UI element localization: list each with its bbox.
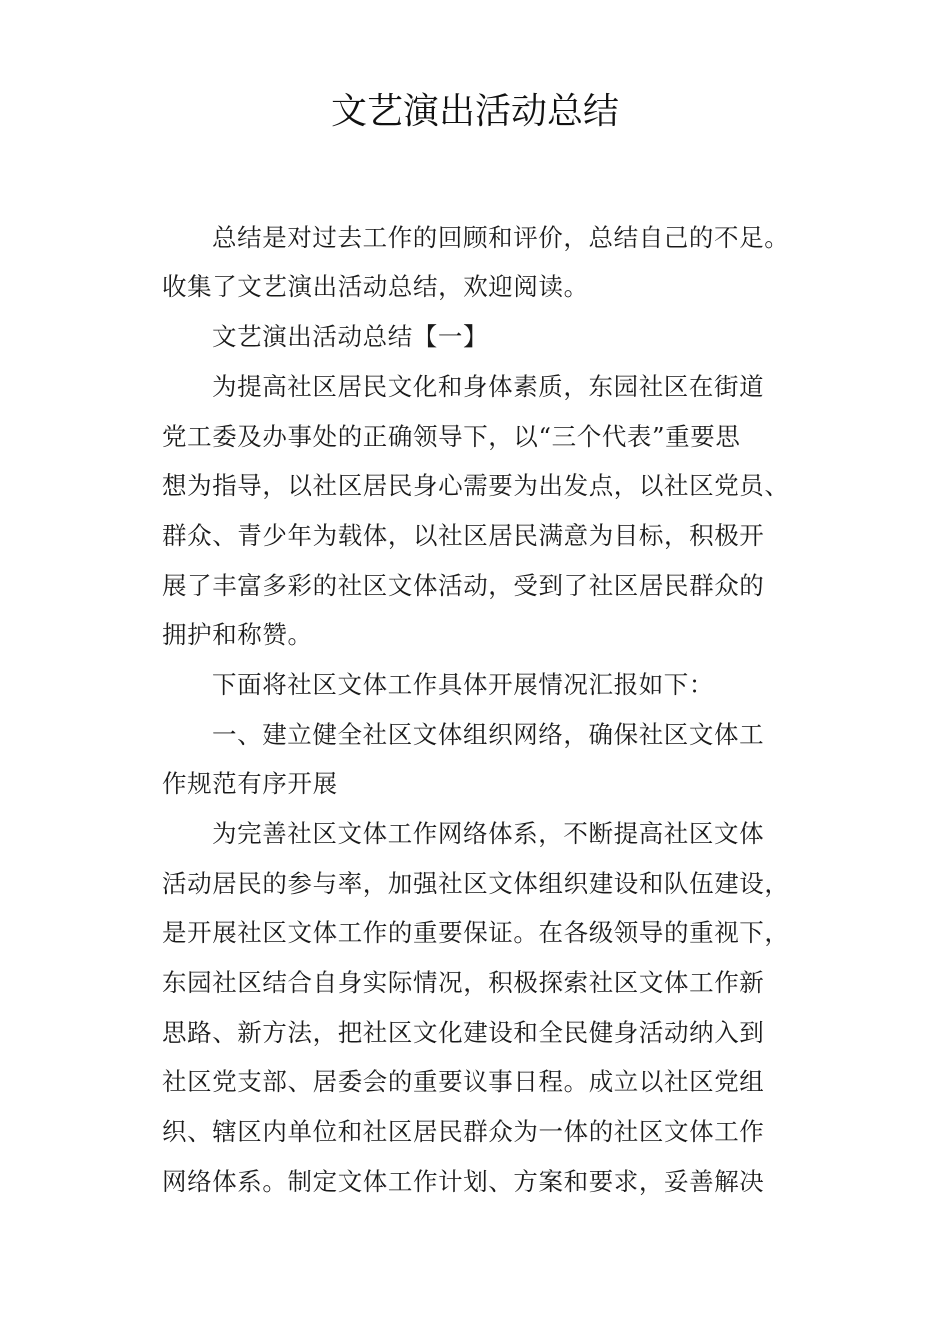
- paragraph-line: 一、建立健全社区文体组织网络，确保社区文体工: [212, 720, 765, 749]
- paragraph-line: 活动居民的参与率，加强社区文体组织建设和队伍建设，: [162, 869, 790, 898]
- paragraph-line: 拥护和称赞。: [162, 620, 313, 649]
- paragraph-line: 总结是对过去工作的回顾和评价，总结自己的不足。: [212, 223, 790, 252]
- paragraph-line: 收集了文艺演出活动总结，欢迎阅读。: [162, 272, 589, 301]
- paragraph-line: 展了丰富多彩的社区文体活动，受到了社区居民群众的: [162, 571, 765, 600]
- paragraph-line: 下面将社区文体工作具体开展情况汇报如下：: [212, 670, 714, 699]
- document-title: 文艺演出活动总结: [330, 91, 619, 132]
- paragraph-line: 想为指导，以社区居民身心需要为出发点，以社区党员、: [162, 471, 790, 500]
- paragraph-line: 社区党支部、居委会的重要议事日程。成立以社区党组: [162, 1067, 765, 1096]
- paragraph-line: 织、辖区内单位和社区居民群众为一体的社区文体工作: [162, 1117, 765, 1146]
- paragraph-line: 思路、新方法，把社区文化建设和全民健身活动纳入到: [162, 1018, 765, 1047]
- paragraph-line: 为完善社区文体工作网络体系，不断提高社区文体: [212, 819, 765, 848]
- paragraph-line: 党工委及办事处的正确领导下，以“三个代表”重要思: [162, 422, 741, 451]
- paragraph-line: 是开展社区文体工作的重要保证。在各级领导的重视下，: [162, 918, 790, 947]
- paragraph-line: 为提高社区居民文化和身体素质，东园社区在街道: [212, 372, 765, 401]
- paragraph-line: 作规范有序开展: [162, 769, 338, 798]
- paragraph-line: 群众、青少年为载体，以社区居民满意为目标，积极开: [162, 521, 765, 550]
- paragraph-line: 东园社区结合自身实际情况，积极探索社区文体工作新: [162, 968, 765, 997]
- paragraph-line: 网络体系。制定文体工作计划、方案和要求，妥善解决: [162, 1167, 765, 1196]
- section-heading: 文艺演出活动总结【一】: [212, 322, 489, 351]
